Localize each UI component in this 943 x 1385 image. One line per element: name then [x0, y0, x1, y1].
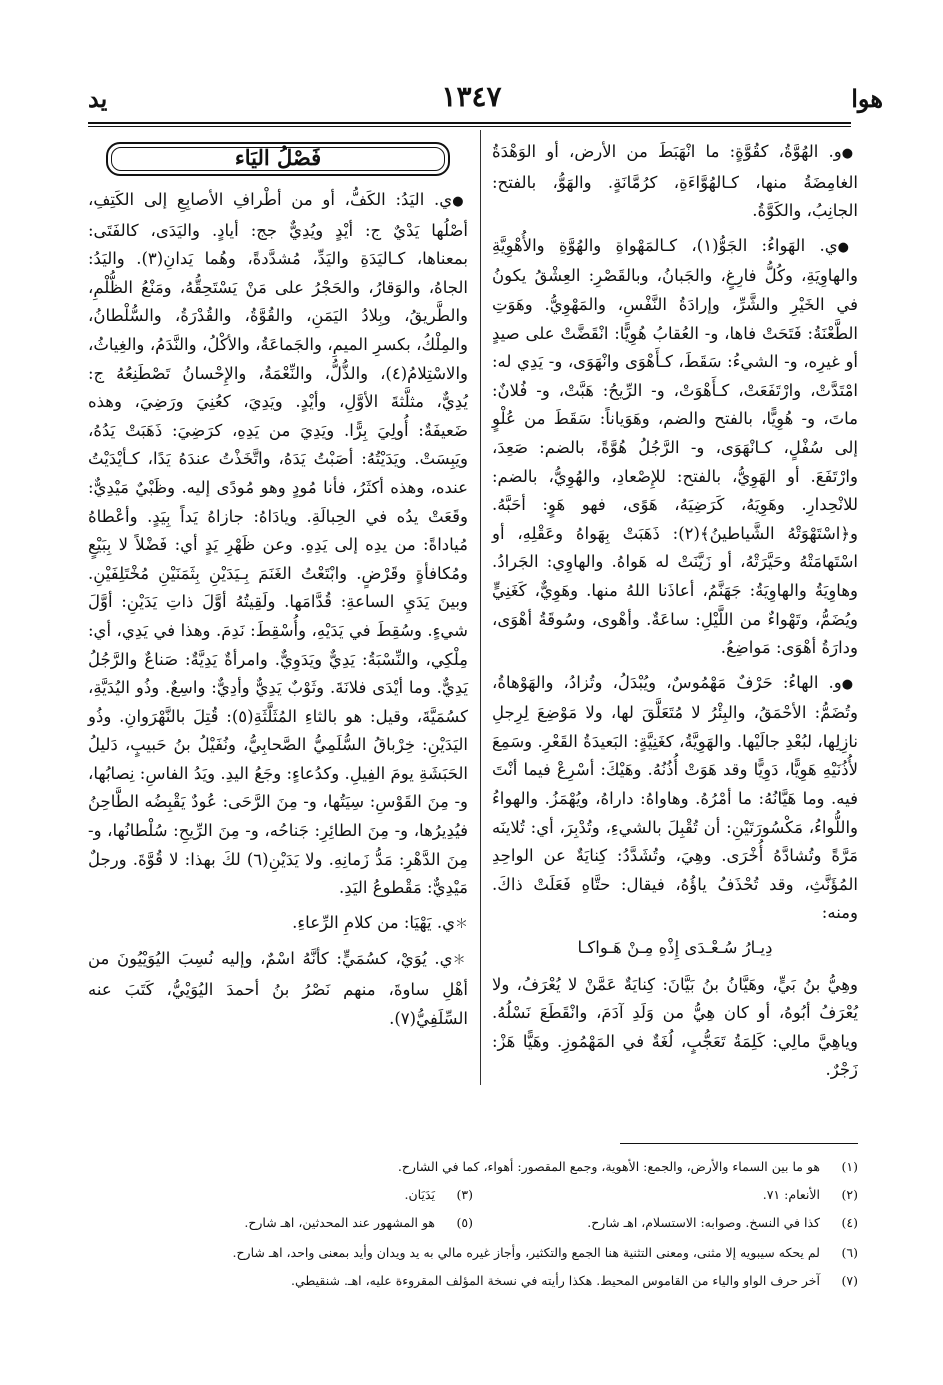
footnote: (٧)آخر حرف الواو والياء من القاموس المحيط. هكذا رأيته في نسخة المؤلف المقروءة عليه، اهـ. شنقيطي.: [290, 1273, 858, 1288]
page-number: ١٣٤٧: [441, 80, 502, 113]
footnote: (٤)كذا في النسخ. وصوابه: الاستسلام، اهـ شارح.: [587, 1215, 858, 1230]
footnote: (٣)يَدَيَان.: [404, 1187, 473, 1202]
header-rule: [88, 122, 851, 124]
column-divider: [480, 130, 481, 1085]
entry-paragraph: ＊ي. يَهْيَا: من كلامِ الرِّعاءِ.: [292, 912, 468, 932]
header-right-word: هوا: [851, 84, 883, 113]
section-title: فَصْلُ اليَاء: [234, 145, 322, 170]
footnote: (٥)هو المشهور عند المحدثين، اهـ شارح.: [244, 1215, 473, 1230]
header-rule-thin: [88, 126, 851, 127]
page-header: [60, 80, 883, 120]
header-left-word: يد: [88, 84, 108, 113]
entry-paragraph: ●و. الهُوَّةُ، كقُوَّةٍ: ما انْهَبَطَ من الأرض، أو الوَهْدَةُ الغامِضَةُ منها، كـالهُوَّاءَةِ، كرُمَّانَةٍ. والهَوُّ، بالفتح: الجانِبُ، والكَوَّةُ.: [492, 142, 859, 221]
verse-line: دِيـارُ سُـعْـدَى إِذْهِ مِـنْ هَـواكـا: [577, 938, 773, 958]
entry-paragraph: ●ي. الهَواءُ: الجَوُّ(١)، كـالمَهْواةِ والهُوَّةِ والأُهْوِيَّةِ والهاوِيَةِ، وكُلُّ فارِغٍ، والجَبانُ، وبالقَصْرِ: العِشْقُ يكونُ في الخَيْرِ والشَّرِّ، وإرادَةُ النَّفْسِ، والمَهْوِيُّ. وهَوَتِ الطَّعْنَةُ: فَتَحَتْ فاها، و- العُقابُ هُوِيًّا: انْقَضَّتْ على صيدٍ أو غيرِه، و- الشيءُ: سَقَطَ، كـأَهْوَى وانْهَوَى، و- يَدِي له: امْتَدَّتْ، وارْتَفَعَتْ، كـأَهْوَتْ، و- الرِّيحُ: هَبَّتْ، و- فُلانٌ: ماتَ، و- هُوِيًّا، بالفتح والضم، وهَوَياناً: سَقَطَ من عُلْوٍ إلى سُفْلٍ، كـانْهَوَى، و- الرَّجُلُ هُوَّةً، بالضم: صَعِدَ، وارْتَفَعَ. أو الهَوِيُّ، بالفتح: للإِصْعادِ، والهُوِيُّ، بالضم: للانْحِدارِ. وهَوِيَهُ، كَرَضِيَهُ، هَوًى، فهو هَوٍ: أحَبَّهُ. و﴿اسْتَهْوَتْهُ الشَّياطينُ﴾(٢): ذَهَبَتْ بِهَواهُ وعَقْلِهِ، أو اسْتَهامَتْهُ وحَيَّرَتْهُ، أو زَيَّنَتْ له هَواهُ. والهاوِي: الجَرادُ. وهاوِيَةُ والهاوِيَةُ: جَهَنَّمُ، أعاذَنا اللهُ منها. وهَوِيٌّ، كَغَنِيٍّ ويُضَمُّ، وتَهْواءٌ من اللَّيْلِ: ساعَةٌ. وأهْوى، وسُوقَةُ أهْوَى، ودارَةُ أهْوَى: مَواضِعُ.: [492, 235, 858, 658]
entry-paragraph: ●و. الهاءُ: حَرْفٌ مَهْمُوسٌ، ويُبْدَلُ، وتُزادُ، والهَوْهاةُ، وتُضَمُّ: الأحْمَقُ، والبِئْرُ لا مُتَعَلَّقَ لها، ولا مَوْضِعَ لِرِجلِ نازِلِها، لبُعْدِ جالَيْها. والهَوِيَّةُ، كغَنِيَّةٍ: البَعيدَةُ القَعْرِ. وسَمِعَ لأُذُنَيْهِ هَوِيًّا، دَوِيًّا وقد هَوَتْ أُذُنُهُ. وهَيْكَ: أسْرِعْ فيما أنْتَ فيه. وما هَيَّانُهُ: ما أمْرُهُ. وهاواهُ: داراهُ، ويُهْمَزُ. والهواءُ واللُّواءُ، مَكْسُورَتَيْنِ: أن تُقْبِلَ بالشيءِ، وتُدْبِرَ، أي: تُلاينَه مَرَّةً وتُشادَّهُ أُخْرَى. وهِيَ، وتُشَدَّدُ: كِنايَةٌ عن الواحِدِ المُؤَنَّثِ، وقد تُحْذَفُ ياؤُهُ، فيقال: حتَّاهِ فَعَلَتْ ذاكَ. ومنه:: [492, 672, 858, 923]
left-column: [88, 138, 468, 1039]
entry-paragraph: وهِيُّ بنُ بَيٍّ، وهَيَّانُ بنُ بَيَّانَ: كِنايَةٌ عَمَّنْ لا يُعْرَفُ، ولا يُعْرَفُ أبُوهُ، أو كان هِيُّ من وَلَدِ آدَمَ، وانْقَطَعَ نَسْلُهُ. وياهِيَّ مالِي: كَلِمَةُ تَعَجُّبٍ، لُغَةٌ في المَهْمُوزِ. وهَيًّا هَزْ: زَجْرٌ.: [492, 974, 858, 1080]
footnote-rule: [620, 1143, 858, 1144]
entry-paragraph: ＊ي. يُوَيْ، كسُمَيٍّ: كأنَّهُ اسْمٌ، وإليه نُسِبَ اليُوَيْيُونَ من أهْلِ ساوةَ، منهم نَصْرُ بنُ أحمدَ اليُوَيْيُّ، كَتَبَ عنه السِّلَفِيُّ(٧).: [88, 949, 468, 1028]
footnote: (٢)الأنعام: ٧١.: [762, 1187, 858, 1202]
right-column: [492, 138, 858, 1091]
footnote: (١)هو ما بين السماء والأرض، والجمع: الأهوية، وجمع المقصور: أهواء، كما في الشارح.: [397, 1159, 858, 1174]
entry-paragraph: ●ي. اليَدُ: الكَفُّ، أو من أطْرافِ الأصابِعِ إلى الكَتِفِ، أصْلُها يَدْيٌ ج: أيْدٍ ويُدِيٌّ جج: أيادٍ. واليَدَى، كالفَتَى: بمعناها، كـاليَدَةِ واليَدِّ، مُشدَّدةً، وهُما يَدانِ(٣). واليَدُ: الجاهُ، والوَقارُ، والحَجْرُ على مَنْ يَسْتَحِقُّهُ، ومَنْعُ الظُّلْمِ، والطَّريقُ، وبِلادُ اليَمَنِ، والقُوَّةُ، والقُدْرَةُ، والسُّلْطانُ، والمِلْكُ، بكسرِ الميمِ، والجَماعَةُ، والأكْلُ، والنَّدَمُ، والغِياثُ، والاسْتِلامُ(٤)، والذُّلُّ، والنِّعْمَةُ، والإِحْسانُ تَصْطَنِعُهُ ج: يُدِيٌّ، مثلَّثةَ الأوَّلِ، وأيْدٍ. ويَدِيَ، كعُنِيَ ورَضِيَ، وهذه ضَعيفَةٌ: أُولِيَ بِرًّا. ويَدِيَ من يَدِهِ، كرَضِيَ: ذَهَبَتْ يَدُهُ، ويَبِسَتْ. ويَدَيْتُهُ: أصَبْتُ يَدَهُ، واتَّخَذْتُ عندَهُ يَدًا، كـأيْدَيْتُ عنده، وهذه أكثَرُ، فأنا مُودٍ وهو مُودًى إليه. وظَبْيٌ مَيْدِيٌّ: وقَعَتْ يدُه في الحِبالَةِ. ويادَاهُ: جازاهُ يَداً بِيَدٍ. وأعْطاهُ مُياداةً: من يدِه إلى يَدِهِ. وعن ظَهْرِ يَدٍ أي: فَضْلاً لا بِبَيْعٍ ومُكافأةٍ وقَرْضٍ. وابْتَعْتُ الغَنَمَ بِـيَدَيْنِ بِثَمَنَيْنِ مُخْتَلِفَيْنِ. وبينَ يَدَيِ الساعةِ: قُدَّامَها. ولَقِيتُهُ أوَّلَ ذاتِ يَدَيْنِ: أوَّلَ شيءٍ. وسُقِطَ في يَدَيْهِ، وأُسْقِطَ: نَدِمَ. وهذا في يَدِي، أي: مِلْكِي، والنِّسْبَةُ: يَدِيٌّ ويَدَوِيٌّ. وامرأةٌ يَدِيَّةٌ: صَناعٌ والرَّجُلُ يَدِيٌّ. وما أيْدَى فلانَةَ. وثَوْبٌ يَدِيٌّ وأدِيٌّ: واسِعٌ. وذُو اليُدَيَّةِ، كسُمَيَّةَ، وقيل: هو بالثاءِ المُثَلَّثَةِ(٥): قُتِلَ بالنَّهْرَوانِ. وذُو اليَدَيْنِ: خِرْباقُ السُّلَمِيُّ الصَّحابِيُّ، ونُفَيْلُ بنُ حَبيبٍ، دَليلُ الحَبَشَةِ يومَ الفِيلِ. وكدُعاءٍ: وجَعُ اليدِ. ويَدُ الفاسِ: نِصابُها، و- مِنَ القَوْسِ: سِيَتُها، و- مِنَ الرَّحَى: عُودٌ يَقْبِضُه الطَّاحِنُ فيُدِيرُها، و- مِنَ الطائِرِ: جَناحُه، و- مِنَ الرِّيحِ: سُلْطانُها، و- مِنَ الدَّهْرِ: مَدُّ زَمانِهِ. ولا يَدَيْنِ(٦) لكَ بهذا: لا قُوَّةَ. ورجلٌ مَيْدِيٌّ: مَقْطوعُ اليَدِ.: [88, 190, 469, 898]
section-title-box: [106, 142, 450, 176]
footnote: (٦)لم يحكه سيبويه إلا مثنى، ومعنى التثنية هنا الجمع والتكثير، وأجاز غيره مالي به يد ويدان وأيد بمعنى واحد، اهـ شارح.: [232, 1245, 858, 1260]
